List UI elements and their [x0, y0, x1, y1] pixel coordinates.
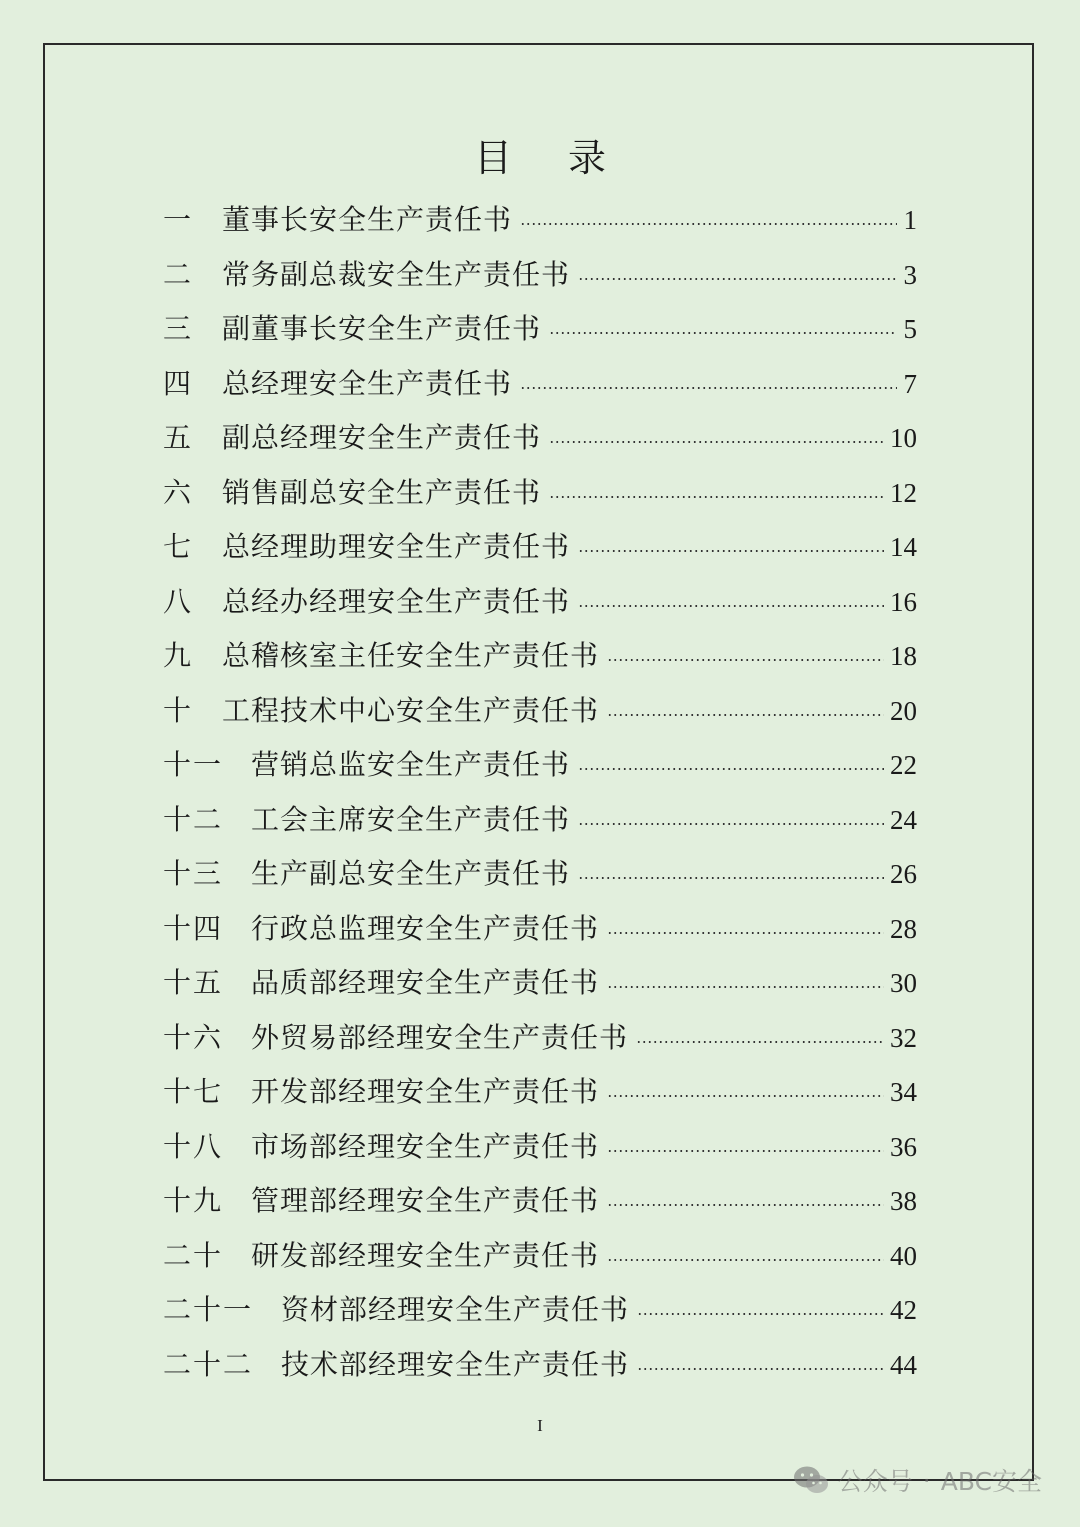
wechat-icon [792, 1465, 830, 1495]
toc-dot-leader [578, 876, 884, 880]
toc-entry-number: 四 [163, 366, 194, 400]
toc-entry-page: 7 [903, 368, 917, 399]
toc-entry[interactable] [163, 629, 917, 684]
toc-entry-number: 六 [163, 475, 194, 509]
toc-entry-title: 总稽核室主任安全生产责任书 [222, 639, 600, 672]
toc-entry-title: 副总经理安全生产责任书 [222, 421, 542, 454]
toc-entry-title: 营销总监安全生产责任书 [251, 748, 571, 781]
toc-entry-title: 常务副总裁安全生产责任书 [222, 257, 571, 291]
toc-entry-number: 十九 [163, 1184, 224, 1217]
toc-entry-title: 生产副总安全生产责任书 [251, 857, 571, 890]
toc-entry[interactable] [163, 357, 917, 412]
toc-dot-leader [607, 658, 884, 662]
toc-entry-number: 二十 [163, 1238, 224, 1272]
toc-entry-title: 总经理助理安全生产责任书 [222, 530, 571, 563]
toc-dot-leader [607, 985, 884, 989]
toc-entry-page: 24 [890, 804, 917, 835]
toc-entry-title: 开发部经理安全生产责任书 [251, 1075, 600, 1108]
toc-entry-title: 董事长安全生产责任书 [222, 203, 513, 236]
toc-dot-leader [607, 1149, 884, 1153]
toc-entry[interactable] [163, 520, 917, 575]
toc-entry[interactable] [163, 1065, 917, 1120]
toc-entry-page: 20 [890, 695, 917, 726]
toc-list [163, 193, 917, 1392]
page-number: I [537, 1416, 543, 1435]
toc-entry[interactable] [163, 1174, 917, 1229]
toc-dot-leader [607, 1258, 884, 1262]
toc-entry-number: 五 [163, 421, 194, 454]
toc-entry[interactable] [163, 684, 917, 739]
toc-entry-page: 10 [890, 423, 917, 453]
toc-entry-title: 市场部经理安全生产责任书 [251, 1129, 600, 1163]
toc-entry[interactable] [163, 902, 917, 957]
toc-dot-leader [549, 440, 884, 444]
toc-dot-leader [607, 713, 884, 717]
toc-entry-number: 一 [163, 203, 194, 236]
toc-dot-leader [607, 1203, 884, 1207]
toc-dot-leader [520, 222, 897, 226]
toc-dot-leader [578, 822, 884, 826]
toc-entry-number: 二十一 [163, 1293, 254, 1326]
toc-dot-leader [578, 549, 884, 553]
toc-entry-title: 管理部经理安全生产责任书 [251, 1184, 600, 1217]
toc-entry-number: 十三 [163, 857, 224, 890]
toc-entry-number: 九 [163, 639, 194, 672]
toc-entry-title: 技术部经理安全生产责任书 [281, 1347, 630, 1381]
toc-entry-title: 副董事长安全生产责任书 [222, 312, 542, 345]
toc-entry-page: 26 [890, 859, 917, 889]
toc-entry[interactable] [163, 1229, 917, 1284]
toc-entry[interactable] [163, 956, 917, 1011]
toc-entry-page: 44 [890, 1349, 917, 1380]
toc-entry-number: 十八 [163, 1129, 224, 1163]
toc-entry-title: 外贸易部经理安全生产责任书 [251, 1020, 629, 1054]
toc-dot-leader [520, 386, 897, 390]
toc-entry-page: 18 [890, 641, 917, 671]
watermark-account: ABC安全 [940, 1467, 1042, 1496]
toc-entry-title: 工会主席安全生产责任书 [251, 802, 571, 836]
toc-entry-page: 1 [903, 205, 917, 235]
toc-title: 目 录 [473, 136, 629, 180]
toc-entry-title: 研发部经理安全生产责任书 [251, 1238, 600, 1272]
toc-entry-number: 二 [163, 257, 194, 291]
toc-entry-title: 品质部经理安全生产责任书 [251, 966, 600, 999]
toc-entry-page: 16 [890, 586, 917, 617]
toc-entry-title: 销售副总安全生产责任书 [222, 475, 542, 509]
toc-entry-page: 38 [890, 1186, 917, 1216]
toc-entry-page: 12 [890, 477, 917, 508]
toc-entry-number: 二十二 [163, 1347, 254, 1381]
toc-entry-title: 总经理安全生产责任书 [222, 366, 513, 400]
toc-entry-number: 十七 [163, 1075, 224, 1108]
toc-entry-number: 十一 [163, 748, 224, 781]
toc-dot-leader [607, 931, 884, 935]
toc-entry[interactable] [163, 248, 917, 303]
toc-entry-number: 八 [163, 584, 194, 618]
toc-entry[interactable] [163, 1120, 917, 1175]
toc-entry-number: 三 [163, 312, 194, 345]
toc-dot-leader [578, 277, 897, 281]
toc-entry[interactable] [163, 466, 917, 521]
toc-entry-page: 14 [890, 532, 917, 562]
toc-entry[interactable] [163, 575, 917, 630]
toc-entry-page: 32 [890, 1022, 917, 1053]
toc-entry-page: 22 [890, 750, 917, 780]
toc-dot-leader [549, 331, 897, 335]
toc-entry[interactable] [163, 1283, 917, 1338]
toc-entry-page: 34 [890, 1077, 917, 1107]
toc-entry-page: 42 [890, 1295, 917, 1325]
toc-entry[interactable] [163, 793, 917, 848]
toc-entry-title: 行政总监理安全生产责任书 [251, 911, 600, 945]
toc-entry-page: 5 [903, 314, 917, 344]
toc-entry-page: 28 [890, 913, 917, 944]
watermark-label: 公众号 [837, 1467, 913, 1496]
toc-entry-page: 3 [903, 259, 917, 290]
toc-entry-page: 30 [890, 968, 917, 998]
toc-entry-title: 工程技术中心安全生产责任书 [222, 693, 600, 727]
toc-entry-page: 40 [890, 1240, 917, 1271]
toc-entry-title: 资材部经理安全生产责任书 [281, 1293, 630, 1326]
toc-dot-leader [637, 1312, 884, 1316]
toc-dot-leader [578, 767, 884, 771]
toc-entry-number: 十四 [163, 911, 224, 945]
toc-entry[interactable] [163, 1011, 917, 1066]
toc-entry[interactable] [163, 193, 917, 248]
toc-dot-leader [607, 1094, 884, 1098]
toc-entry-page: 36 [890, 1131, 917, 1162]
toc-dot-leader [549, 495, 884, 499]
toc-entry-number: 十二 [163, 802, 224, 836]
toc-entry-number: 七 [163, 530, 194, 563]
toc-dot-leader [578, 604, 884, 608]
toc-entry[interactable] [163, 847, 917, 902]
toc-entry[interactable] [163, 302, 917, 357]
toc-entry[interactable] [163, 738, 917, 793]
toc-entry-number: 十 [163, 693, 194, 727]
toc-dot-leader [637, 1367, 884, 1371]
toc-entry[interactable] [163, 411, 917, 466]
toc-entry-number: 十六 [163, 1020, 224, 1054]
watermark [792, 1462, 1042, 1498]
toc-entry[interactable] [163, 1338, 917, 1393]
toc-dot-leader [636, 1040, 884, 1044]
watermark-separator: · [922, 1465, 931, 1495]
toc-entry-title: 总经办经理安全生产责任书 [222, 584, 571, 618]
toc-entry-number: 十五 [163, 966, 224, 999]
